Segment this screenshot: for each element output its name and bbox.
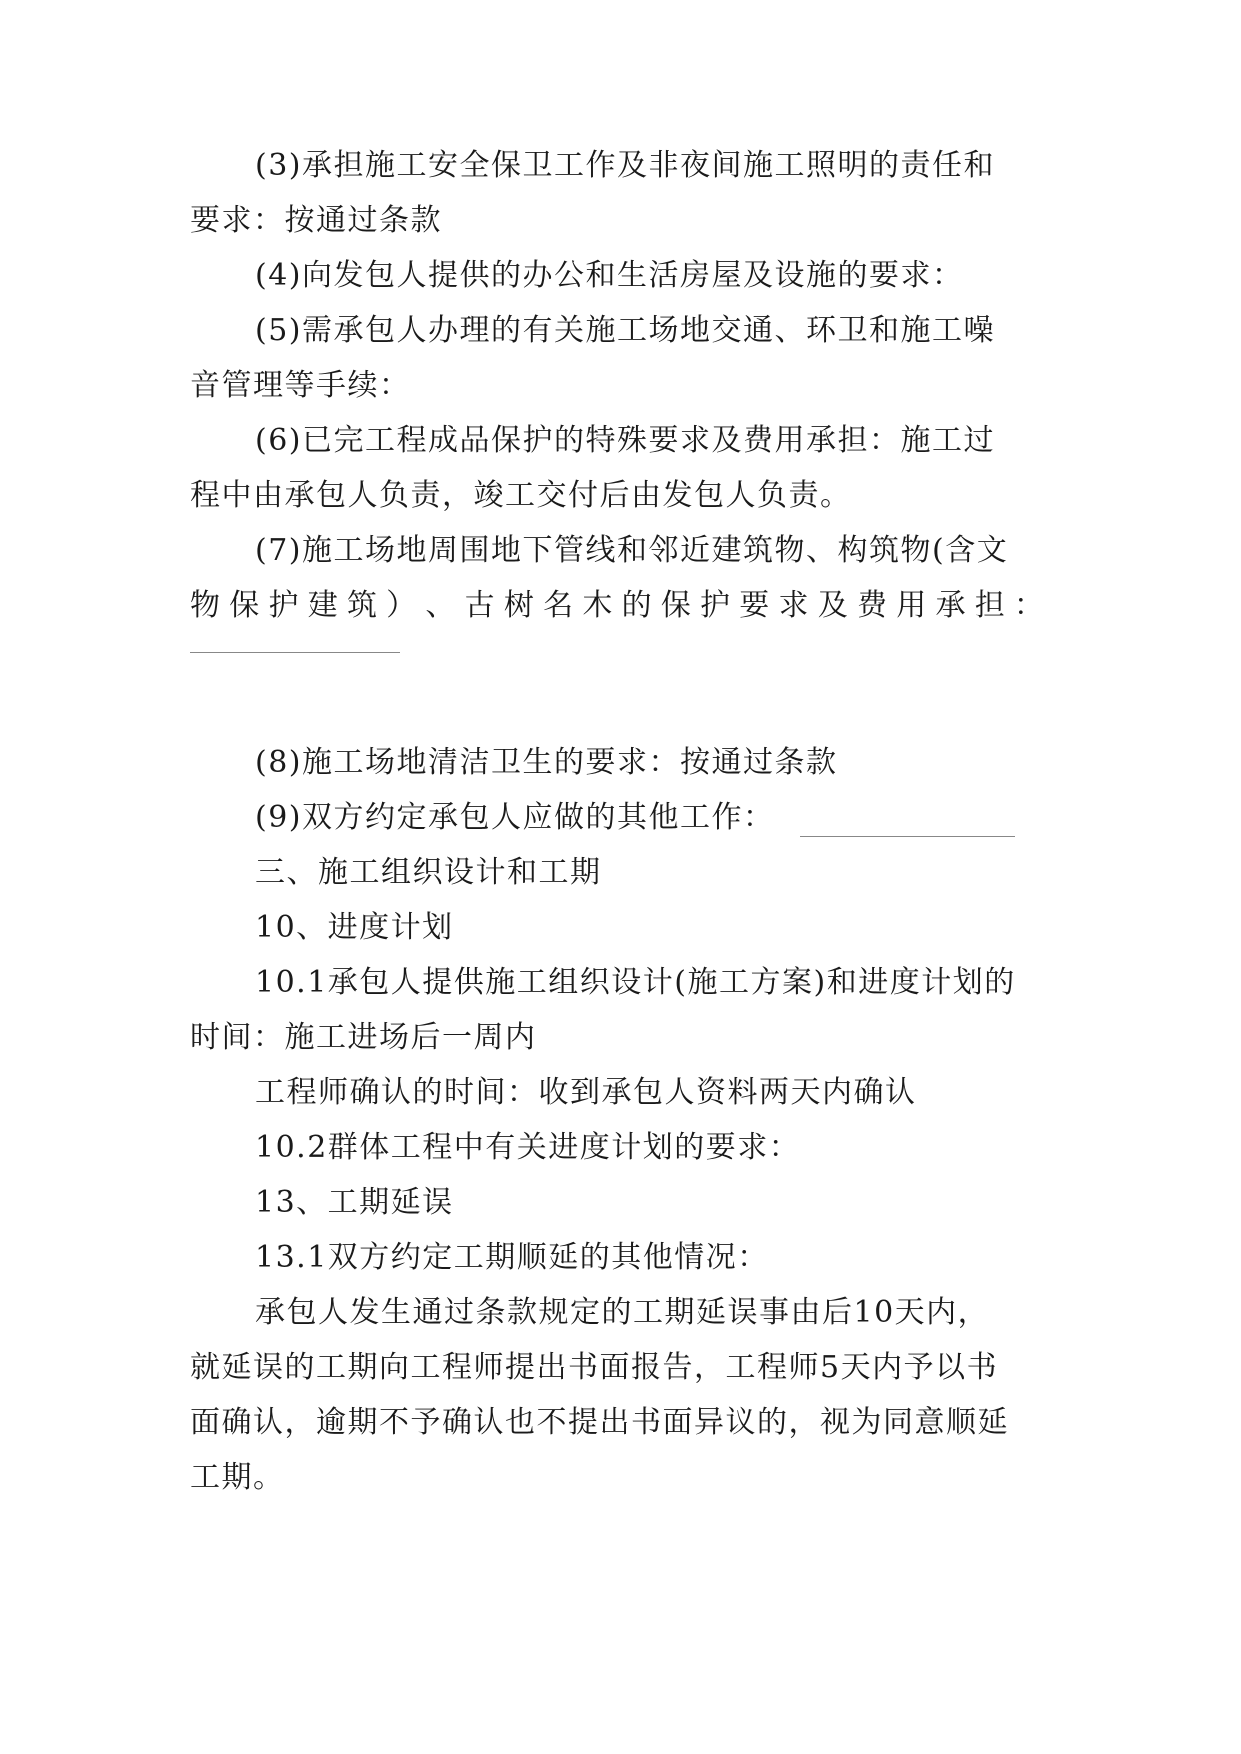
paragraph-line: 工程师确认的时间：收到承包人资料两天内确认 bbox=[255, 1075, 917, 1110]
paragraph-line: 工期。 bbox=[190, 1460, 285, 1495]
clause-heading: 13、工期延误 bbox=[255, 1185, 454, 1220]
blank-fill-line bbox=[190, 652, 400, 653]
section-heading: 三、施工组织设计和工期 bbox=[255, 855, 602, 890]
paragraph-line: (5)需承包人办理的有关施工场地交通、环卫和施工噪 bbox=[255, 313, 995, 348]
paragraph-line: (3)承担施工安全保卫工作及非夜间施工照明的责任和 bbox=[255, 148, 995, 183]
paragraph-line: 13.1双方约定工期顺延的其他情况： bbox=[255, 1240, 769, 1275]
paragraph-line: (6)已完工程成品保护的特殊要求及费用承担：施工过 bbox=[255, 423, 995, 458]
paragraph-line: (8)施工场地清洁卫生的要求：按通过条款 bbox=[255, 745, 838, 780]
paragraph-line-justified: 物 保 护 建 筑 ） 、 古 树 名 木 的 保 护 要 求 及 费 用 承 担 ： bbox=[190, 588, 1044, 623]
paragraph-line: 时间：施工进场后一周内 bbox=[190, 1020, 537, 1055]
paragraph-line: 10.1承包人提供施工组织设计(施工方案)和进度计划的 bbox=[255, 965, 1016, 1000]
paragraph-line: 程中由承包人负责，竣工交付后由发包人负责。 bbox=[190, 478, 852, 513]
paragraph-line: (4)向发包人提供的办公和生活房屋及设施的要求： bbox=[255, 258, 964, 293]
paragraph-line: 要求：按通过条款 bbox=[190, 203, 442, 238]
paragraph-line: 音管理等手续： bbox=[190, 368, 411, 403]
paragraph-line: (9)双方约定承包人应做的其他工作： bbox=[255, 800, 775, 835]
paragraph-line: 10.2群体工程中有关进度计划的要求： bbox=[255, 1130, 801, 1165]
paragraph-line: (7)施工场地周围地下管线和邻近建筑物、构筑物(含文 bbox=[255, 533, 1009, 568]
paragraph-line: 面确认，逾期不予确认也不提出书面异议的，视为同意顺延 bbox=[190, 1405, 1009, 1440]
paragraph-line: 就延误的工期向工程师提出书面报告，工程师5天内予以书 bbox=[190, 1350, 999, 1385]
paragraph-line: 承包人发生通过条款规定的工期延误事由后10天内， bbox=[255, 1295, 990, 1330]
blank-fill-line bbox=[800, 836, 1015, 837]
clause-heading: 10、进度计划 bbox=[255, 910, 454, 945]
